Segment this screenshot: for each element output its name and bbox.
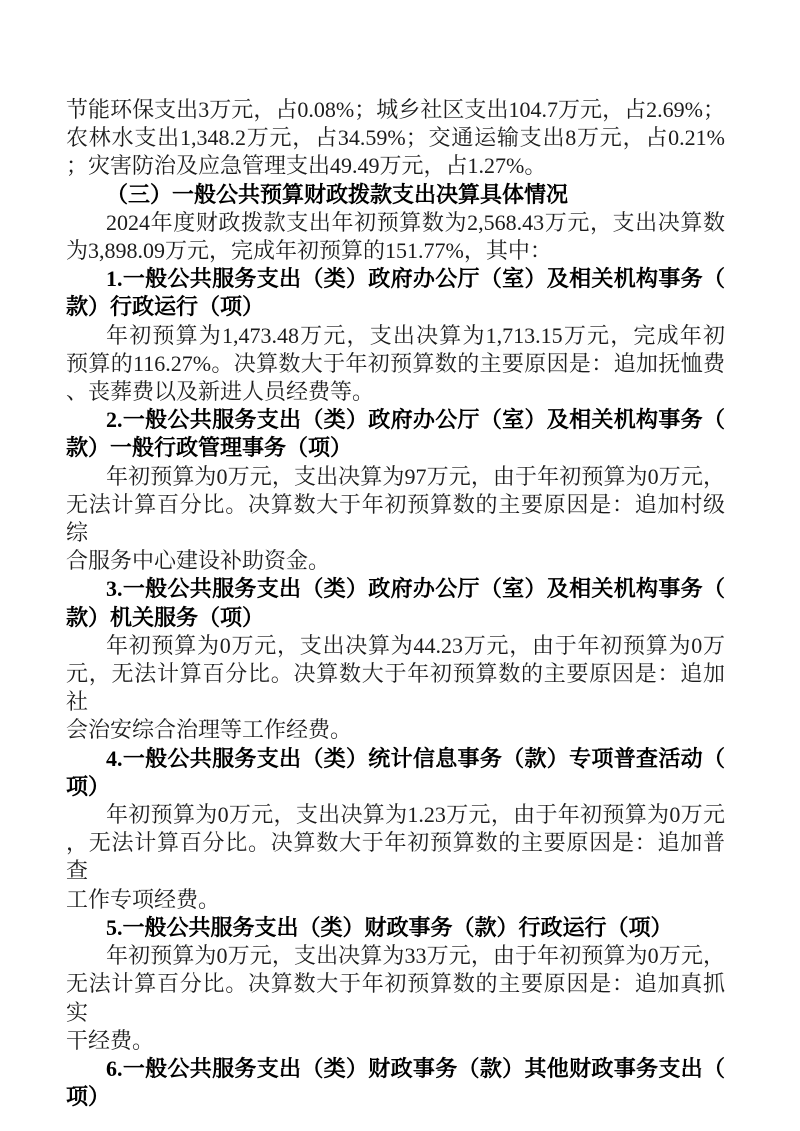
heading-line: 5.一般公共服务支出（类）财政事务（款）行政运行（项） [106, 914, 673, 940]
heading-line: 1.一般公共服务支出（类）政府办公厅（室）及相关机构事务（ [106, 266, 725, 292]
para-item-2-detail [66, 463, 725, 576]
heading-line: 2.一般公共服务支出（类）政府办公厅（室）及相关机构事务（ [106, 407, 725, 433]
heading-item-2 [66, 406, 725, 462]
para-item-4-detail [66, 801, 725, 914]
text-line: 年初预算为0万元，支出决算为44.23万元，由于年初预算为0万 [106, 632, 725, 658]
heading-item-4 [66, 745, 725, 801]
text-line: 年初预算为1,473.48万元，支出决算为1,713.15万元，完成年初 [106, 322, 725, 348]
heading-item-6 [66, 1055, 725, 1111]
heading-line: 款）行政运行（项） [66, 294, 265, 320]
text-line: 年初预算为0万元，支出决算为97万元，由于年初预算为0万元， [106, 463, 725, 489]
heading-item-5 [66, 914, 725, 942]
heading-section-three [66, 181, 725, 209]
para-overall-budget-vs-final [66, 209, 725, 265]
text-line: ，无法计算百分比。决算数大于年初预算数的主要原因是：追加普查 [66, 830, 725, 884]
text-line: 干经费。 [66, 1027, 155, 1053]
text-line: 工作专项经费。 [66, 886, 221, 912]
para-item-3-detail [66, 632, 725, 745]
heading-line: 3.一般公共服务支出（类）政府办公厅（室）及相关机构事务（ [106, 576, 725, 602]
heading-line: 款）机关服务（项） [66, 604, 265, 630]
text-line: 年初预算为0万元，支出决算为1.23万元，由于年初预算为0万元 [106, 802, 725, 828]
text-line: 合服务中心建设补助资金。 [66, 548, 331, 574]
text-line: 、丧葬费以及新进人员经费等。 [66, 379, 375, 405]
heading-item-3 [66, 575, 725, 631]
text-line: 2024年度财政拨款支出年初预算数为2,568.43万元，支出决算数 [106, 209, 725, 235]
text-line: 元，无法计算百分比。决算数大于年初预算数的主要原因是：追加社 [66, 661, 725, 715]
text-line: 预算的116.27%。决算数大于年初预算数的主要原因是：追加抚恤费 [66, 350, 725, 376]
document-content [66, 96, 725, 1111]
text-line: 农林水支出1,348.2万元，占34.59%；交通运输支出8万元，占0.21% [66, 125, 725, 151]
heading-line: 4.一般公共服务支出（类）统计信息事务（款）专项普查活动（ [106, 745, 725, 771]
heading-line: 项） [66, 1084, 111, 1110]
heading-line: 款）一般行政管理事务（项） [66, 435, 353, 461]
text-line: 年初预算为0万元，支出决算为33万元，由于年初预算为0万元， [106, 943, 725, 969]
text-line: 无法计算百分比。决算数大于年初预算数的主要原因是：追加真抓实 [66, 971, 725, 1025]
heading-line: （三）一般公共预算财政拨款支出决算具体情况 [106, 181, 569, 207]
para-item-1-detail [66, 322, 725, 407]
text-line: ；灾害防治及应急管理支出49.49万元，占1.27%。 [66, 153, 547, 179]
text-line: 为3,898.09万元，完成年初预算的151.77%，其中： [66, 238, 552, 264]
para-functional-expenditure-shares [66, 96, 725, 181]
heading-line: 项） [66, 773, 111, 799]
text-line: 会治安综合治理等工作经费。 [66, 717, 353, 743]
heading-line: 6.一般公共服务支出（类）财政事务（款）其他财政事务支出（ [106, 1055, 725, 1081]
text-line: 节能环保支出3万元，占0.08%；城乡社区支出104.7万元，占2.69%； [66, 97, 725, 122]
para-item-5-detail [66, 942, 725, 1055]
heading-item-1 [66, 265, 725, 321]
text-line: 无法计算百分比。决算数大于年初预算数的主要原因是：追加村级综 [66, 491, 725, 546]
